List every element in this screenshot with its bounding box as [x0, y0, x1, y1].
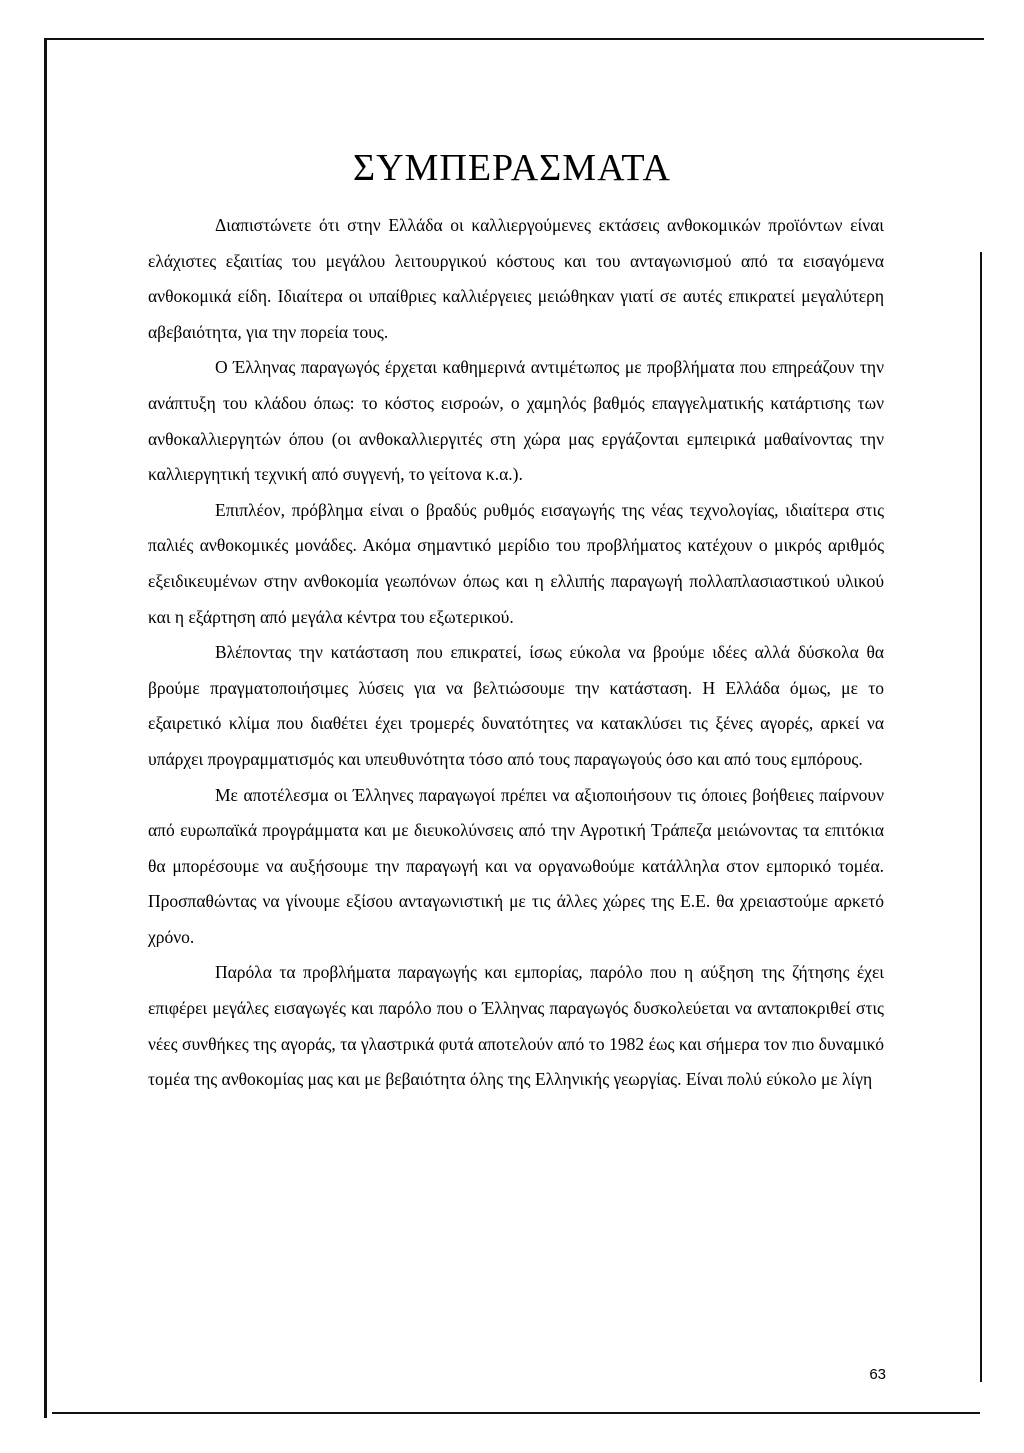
page-number: 63: [869, 1366, 886, 1383]
paragraph: Ο Έλληνας παραγωγός έρχεται καθημερινά αντιμέτωπος με προβλήματα που επηρεάζουν την ανάπτυξη του κλάδου όπως: το κόστος εισροών, ο χαμηλός βαθμός επαγγελματικής κατάρτισης των ανθοκαλλιεργητών όπου (οι ανθοκαλλιεργιτές στη χώρα μας εργάζονται εμπειρικά μαθαίνοντας την καλλιεργητική τεχνική από συγγενή, το γείτονα κ.α.).: [148, 357, 884, 485]
page-border-top: [44, 38, 984, 40]
page-border-left: [44, 38, 47, 1418]
page-title: ΣΥΜΠΕΡΑΣΜΑΤΑ: [353, 147, 671, 189]
paragraph: Επιπλέον, πρόβλημα είναι ο βραδύς ρυθμός εισαγωγής της νέας τεχνολογίας, ιδιαίτερα στις παλιές ανθοκομικές μονάδες. Ακόμα σημαντικό μερίδιο του προβλήματος κατέχουν ο μικρός αριθμός εξειδικευμένων στην ανθοκομία γεωπόνων όπως και η ελλιπής παραγωγή πολλαπλασιαστικού υλικού και η εξάρτηση από μεγάλα κέντρα του εξωτερικού.: [148, 499, 884, 627]
paragraph: Παρόλα τα προβλήματα παραγωγής και εμπορίας, παρόλο που η αύξηση της ζήτησης έχει επιφέρει μεγάλες εισαγωγές και παρόλο που ο Έλληνας παραγωγός δυσκολεύεται να ανταποκριθεί στις νέες συνθήκες της αγοράς, τα γλαστρικά φυτά αποτελούν από το 1982 έως και σήμερα τον πιο δυναμικό τομέα της ανθοκομίας μας και με βεβαιότητα όλης της Ελληνικής γεωργίας. Είναι πολύ εύκολο με λίγη: [148, 962, 884, 1090]
page-border-bottom: [52, 1412, 980, 1414]
paragraph: Βλέποντας την κατάσταση που επικρατεί, ίσως εύκολα να βρούμε ιδέες αλλά δύσκολα θα βρούμε πραγματοποιήσιμες λύσεις για να βελτιώσουμε την κατάσταση. Η Ελλάδα όμως, με το εξαιρετικό κλίμα που διαθέτει έχει τρομερές δυνατότητες να κατακλύσει τις ξένες αγορές, αρκεί να υπάρχει προγραμματισμός και υπευθυνότητα τόσο από τους παραγωγούς όσο και από τους εμπόρους.: [148, 642, 884, 769]
paragraph: Με αποτέλεσμα οι Έλληνες παραγωγοί πρέπει να αξιοποιήσουν τις όποιες βοήθειες παίρνουν από ευρωπαϊκά προγράμματα και με διευκολύνσεις από την Αγροτική Τράπεζα μειώνοντας τα επιτόκια θα μπορέσουμε να αυξήσουμε την παραγωγή και να οργανωθούμε κατάλληλα στον εμπορικό τομέα. Προσπαθώντας να γίνουμε εξίσου ανταγωνιστική με τις άλλες χώρες της Ε.Ε. θα χρειαστούμε αρκετό χρόνο.: [148, 784, 884, 947]
document-body: [148, 208, 884, 1098]
page-border-right: [980, 252, 982, 1382]
paragraph: Διαπιστώνετε ότι στην Ελλάδα οι καλλιεργούμενες εκτάσεις ανθοκομικών προϊόντων είναι ελάχιστες εξαιτίας του μεγάλου λειτουργικού κόστους και του ανταγωνισμού από τα εισαγόμενα ανθοκομικά είδη. Ιδιαίτερα οι υπαίθριες καλλιέργειες μειώθηκαν γιατί σε αυτές επικρατεί μεγαλύτερη αβεβαιότητα, για την πορεία τους.: [148, 215, 884, 342]
